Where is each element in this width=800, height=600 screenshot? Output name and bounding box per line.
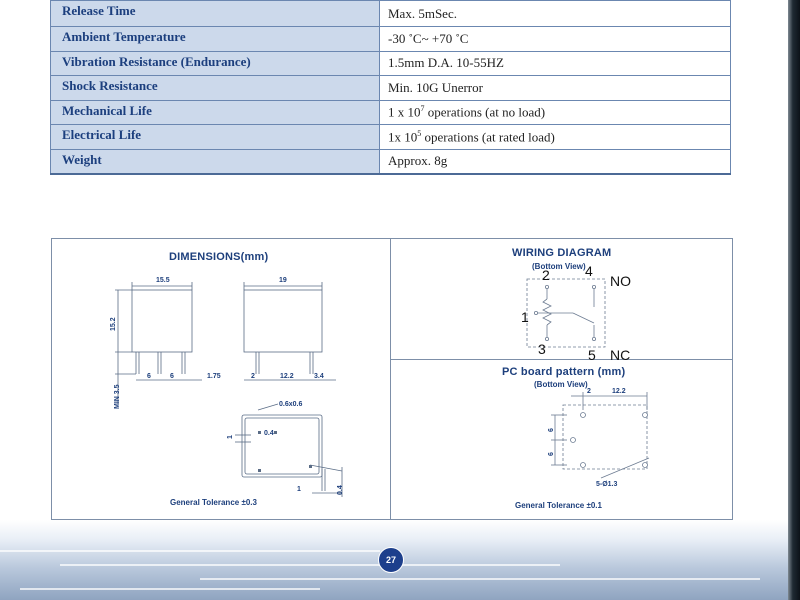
value-pre: 1 x 10 (388, 104, 421, 120)
spec-value: 1.5mm D.A. 10-55HZ (380, 51, 731, 76)
value-post: operations (at no load) (424, 104, 546, 120)
spec-value: -30 ˚C~ +70 ˚C (380, 27, 731, 52)
pcb-drawing (391, 360, 732, 519)
pcb-dim-b: 12.2 (612, 388, 626, 395)
pin-label-3: 3 (538, 341, 546, 357)
dim-pin-one: 1 (227, 435, 234, 439)
spec-name: Vibration Resistance (Endurance) (51, 51, 380, 76)
pcb-dim-c: 6 (548, 428, 555, 432)
spec-name: Electrical Life (51, 125, 380, 150)
drawing-panel (51, 238, 733, 520)
page-number: 27 (378, 547, 404, 573)
spec-value: Max. 5mSec. (380, 1, 731, 27)
pcb-outline (563, 405, 647, 469)
no-label: NO (610, 273, 631, 289)
dim-pitch-b: 6 (170, 373, 174, 380)
dim-bottom-one: 1 (297, 486, 301, 493)
table-row (51, 149, 731, 174)
spec-name: Ambient Temperature (51, 27, 380, 52)
dim-side-a: 2 (251, 373, 255, 380)
spec-value: Approx. 8g (380, 149, 731, 174)
nc-label: NC (610, 347, 631, 363)
table-row (51, 125, 731, 150)
dim-side-c: 3.4 (314, 373, 324, 380)
wiring-subtitle: (Bottom View) (532, 262, 586, 271)
dim-height: 15.2 (110, 317, 117, 331)
dim-offset: 1.75 (207, 373, 221, 380)
pcb-title: PC board pattern (mm) (502, 366, 626, 378)
wiring-diagram (391, 239, 732, 359)
front-view-body (132, 290, 192, 352)
table-row (51, 51, 731, 76)
spec-name: Shock Resistance (51, 76, 380, 101)
table-row (51, 100, 731, 125)
dim-bottom-gap: 0.4 (337, 485, 344, 495)
dim-pin-gap: 0.4 (264, 430, 274, 437)
dimensions-title: DIMENSIONS(mm) (169, 251, 269, 263)
dim-pitch-a: 6 (147, 373, 151, 380)
pcb-dim-a: 2 (587, 388, 591, 395)
spec-table (50, 0, 731, 175)
dim-min-pin: MIN 3.5 (114, 384, 121, 409)
spec-name: Release Time (51, 1, 380, 27)
value-post: operations (at rated load) (421, 128, 555, 144)
dim-front-width: 15.5 (156, 277, 170, 284)
dimensions-drawing (52, 239, 390, 519)
table-row (51, 27, 731, 52)
side-view-body (244, 290, 322, 352)
pin-label-4: 4 (585, 263, 593, 279)
spec-name: Weight (51, 149, 380, 174)
table-row (51, 1, 731, 27)
page-edge (788, 0, 800, 600)
wiring-title: WIRING DIAGRAM (512, 247, 612, 259)
spec-value (380, 100, 731, 125)
pin-label-5: 5 (588, 347, 596, 363)
dim-pin-size: 0.6x0.6 (279, 401, 303, 408)
value-pre: 1x 10 (388, 128, 418, 144)
spec-name: Mechanical Life (51, 100, 380, 125)
pcb-dim-d: 6 (548, 452, 555, 456)
dim-side-width: 19 (279, 277, 287, 284)
value-exponent: 7 (420, 104, 425, 114)
spec-value: Min. 10G Unerror (380, 76, 731, 101)
pcb-tolerance: General Tolerance ±0.1 (515, 501, 602, 510)
pin-label-2: 2 (542, 267, 550, 283)
table-row (51, 76, 731, 101)
pcb-holes: 5-Ø1.3 (596, 481, 618, 488)
dim-side-b: 12.2 (280, 373, 294, 380)
value-exponent: 5 (417, 128, 422, 138)
dimensions-tolerance: General Tolerance ±0.3 (170, 498, 257, 507)
pcb-subtitle: (Bottom View) (534, 380, 588, 389)
spec-value (380, 125, 731, 150)
pin-label-1: 1 (521, 309, 529, 325)
